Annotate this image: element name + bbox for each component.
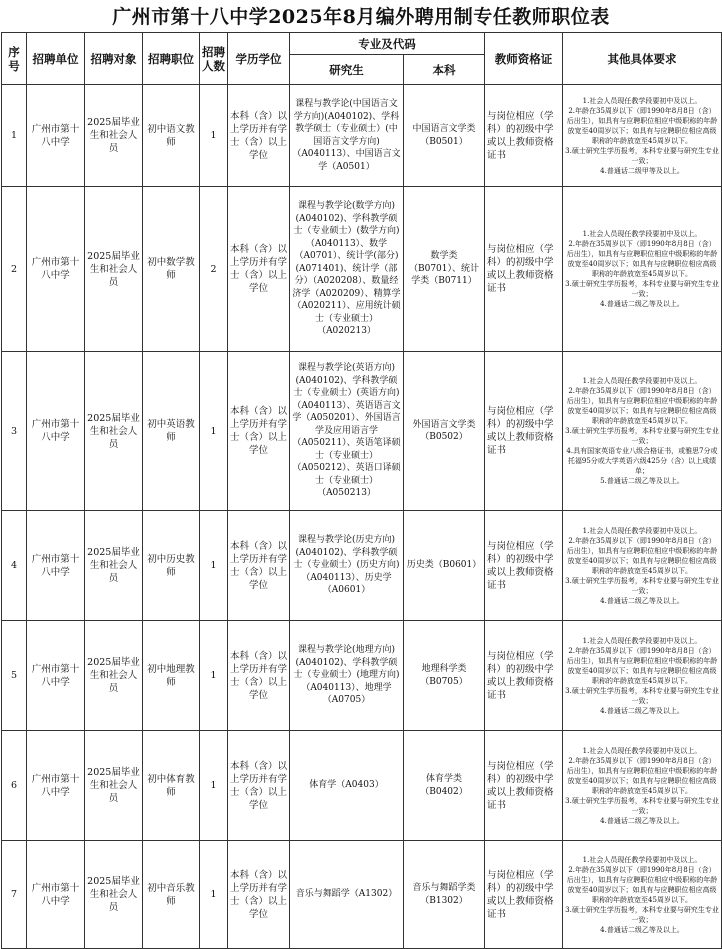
- row-seq: 6: [2, 731, 27, 841]
- requirement-line: 4.普通话二级甲等及以上。: [600, 166, 684, 175]
- row-qualification: 与岗位相应（学科）的初级中学或以上教师资格证书: [485, 187, 563, 352]
- row-target: 2025届毕业生和社会人员: [85, 352, 143, 511]
- requirement-line: 2.年龄在35周岁以下（即1990年8月8日（含）后出生），如具有与应聘职位相应中级职称的年龄放宽至40周岁以下；如具有与应聘职位相应高级职称的年龄放宽至45周岁以下。: [566, 756, 718, 795]
- row-grad-major: 课程与教学论(地理方向)(A040102)、学科教学硕士（专业硕士）(地理方向)（A040113）、地理学（A0705）: [290, 621, 404, 731]
- requirement-line: 3.硕士研究生学历报考，本科专业要与研究生专业一致；: [565, 905, 719, 924]
- table-row: [2, 187, 722, 352]
- row-grad-major: 课程与教学论(英语方向)(A040102)、学科教学硕士（专业硕士）(英语方向)（A040113）、英语语言文学（A050201）、外国语言学及应用语言学（A050211）、英语笔译硕士（专业硕士）（A050212）、英语口译硕士（专业硕士）（A050213）: [290, 352, 404, 511]
- row-unit: 广州市第十八中学: [27, 841, 85, 949]
- row-count: 1: [200, 352, 228, 511]
- row-position: 初中地理教师: [143, 621, 200, 731]
- row-seq: 7: [2, 841, 27, 949]
- row-requirements: [563, 187, 722, 352]
- row-position: 初中英语教师: [143, 352, 200, 511]
- header-undergrad: 本科: [404, 55, 485, 85]
- row-grad-major: 课程与教学论(中国语言文学方向)(A040102)、学科教学硕士（专业硕士）(中国语言文学方向)（A040113）、中国语言文学（A0501）: [290, 85, 404, 187]
- row-grad-major: 音乐与舞蹈学（A1302）: [290, 841, 404, 949]
- page-title: 广州市第十八中学2025年8月编外聘用制专任教师职位表: [112, 6, 610, 28]
- requirement-line: 4.普通话二级乙等及以上。: [600, 300, 684, 308]
- requirement-line: 1.社会人员现任教学段要初中及以上。: [582, 96, 702, 105]
- row-qualification: 与岗位相应（学科）的初级中学或以上教师资格证书: [485, 352, 563, 511]
- requirement-line: 1.社会人员现任教学段要初中及以上。: [582, 636, 702, 645]
- row-position: 初中音乐教师: [143, 841, 200, 949]
- row-grad-major: 课程与教学论(历史方向)(A040102)、学科教学硕士（专业硕士）(历史方向)（A040113）、历史学（A0601）: [290, 511, 404, 621]
- row-undergrad-major: 地理科学类（B0705）: [404, 621, 485, 731]
- requirement-line: 2.年龄在35周岁以下（即1990年8月8日（含）后出生），如具有与应聘职位相应中级职称的年龄放宽至40周岁以下；如具有与应聘职位相应高级职称的年龄放宽至45周岁以下。: [566, 536, 718, 575]
- requirement-line: 3.硕士研究生学历报考，本科专业要与研究生专业一致；: [565, 146, 719, 165]
- row-undergrad-major: 数学类（B0701）、统计学类（B0711）: [404, 187, 485, 352]
- row-target: 2025届毕业生和社会人员: [85, 85, 143, 187]
- row-requirements: [563, 511, 722, 621]
- requirement-line: 2.年龄在35周岁以下（即1990年8月8日（含）后出生），如具有与应聘职位相应中级职称的年龄放宽至40周岁以下；如具有与应聘职位相应高级职称的年龄放宽至45周岁以下。: [566, 387, 718, 425]
- requirement-line: 1.社会人员现任教学段要初中及以上。: [582, 230, 702, 238]
- row-unit: 广州市第十八中学: [27, 621, 85, 731]
- row-unit: 广州市第十八中学: [27, 511, 85, 621]
- requirement-line: 2.年龄在35周岁以下（即1990年8月8日（含）后出生），如具有与应聘职位相应中级职称的年龄放宽至40周岁以下；如具有与应聘职位相应高级职称的年龄放宽至45周岁以下。: [566, 865, 718, 904]
- table-row: [2, 511, 722, 621]
- row-unit: 广州市第十八中学: [27, 85, 85, 187]
- table-row: [2, 841, 722, 949]
- row-target: 2025届毕业生和社会人员: [85, 187, 143, 352]
- row-education: 本科（含）以上学历并有学士（含）以上学位: [228, 187, 290, 352]
- row-undergrad-major: 中国语言文学类（B0501）: [404, 85, 485, 187]
- table-row: [2, 85, 722, 187]
- row-seq: 3: [2, 352, 27, 511]
- row-seq: 2: [2, 187, 27, 352]
- row-education: 本科（含）以上学历并有学士（含）以上学位: [228, 85, 290, 187]
- header-education: 学历学位: [228, 33, 290, 85]
- header-qualification: 教师资格证: [485, 33, 563, 85]
- row-seq: 1: [2, 85, 27, 187]
- requirement-line: 3.硕士研究生学历报考，本科专业要与研究生专业一致；: [565, 796, 719, 815]
- requirement-line: 4.普通话二级乙等及以上。: [600, 816, 684, 825]
- requirement-line: 2.年龄在35周岁以下（即1990年8月8日（含）后出生），如具有与应聘职位相应中级职称的年龄放宽至40周岁以下；如具有与应聘职位相应高级职称的年龄放宽至45周岁以下。: [566, 646, 718, 685]
- row-count: 1: [200, 621, 228, 731]
- header-count: 招聘人数: [200, 33, 228, 85]
- row-education: 本科（含）以上学历并有学士（含）以上学位: [228, 352, 290, 511]
- row-requirements: [563, 731, 722, 841]
- requirement-line: 4.普通话二级乙等及以上。: [600, 596, 684, 605]
- row-count: 1: [200, 841, 228, 949]
- requirement-line: 1.社会人员现任教学段要初中及以上。: [582, 746, 702, 755]
- row-position: 初中体育教师: [143, 731, 200, 841]
- requirement-line: 4.普通话二级乙等及以上。: [600, 706, 684, 715]
- row-position: 初中语文教师: [143, 85, 200, 187]
- row-requirements: [563, 352, 722, 511]
- header-other: 其他具体要求: [563, 33, 722, 85]
- row-undergrad-major: 音乐与舞蹈学类（B1302）: [404, 841, 485, 949]
- row-position: 初中历史教师: [143, 511, 200, 621]
- row-qualification: 与岗位相应（学科）的初级中学或以上教师资格证书: [485, 511, 563, 621]
- row-seq: 5: [2, 621, 27, 731]
- table-body: [2, 85, 722, 949]
- requirement-line: 2.年龄在35周岁以下（即1990年8月8日（含）后出生），如具有与应聘职位相应中级职称的年龄放宽至40周岁以下；如具有与应聘职位相应高级职称的年龄放宽至45周岁以下。: [566, 106, 718, 145]
- requirement-line: 1.社会人员现任教学段要初中及以上。: [582, 855, 702, 864]
- row-target: 2025届毕业生和社会人员: [85, 511, 143, 621]
- row-unit: 广州市第十八中学: [27, 352, 85, 511]
- row-count: 1: [200, 731, 228, 841]
- row-seq: 4: [2, 511, 27, 621]
- row-count: 1: [200, 85, 228, 187]
- requirement-line: 4.普通话二级乙等及以上。: [600, 925, 684, 934]
- row-grad-major: 体育学（A0403）: [290, 731, 404, 841]
- requirement-line: 2.年龄在35周岁以下（即1990年8月8日（含）后出生），如具有与应聘职位相应中级职称的年龄放宽至40周岁以下；如具有与应聘职位相应高级职称的年龄放宽至45周岁以下。: [566, 240, 718, 278]
- row-target: 2025届毕业生和社会人员: [85, 621, 143, 731]
- table-row: [2, 731, 722, 841]
- row-target: 2025届毕业生和社会人员: [85, 731, 143, 841]
- row-education: 本科（含）以上学历并有学士（含）以上学位: [228, 621, 290, 731]
- row-requirements: [563, 85, 722, 187]
- header-position: 招聘职位: [143, 33, 200, 85]
- requirement-line: 3.硕士研究生学历报考，本科专业要与研究生专业一致；: [565, 576, 719, 595]
- requirement-line: 3.硕士研究生学历报考，本科专业要与研究生专业一致；: [565, 280, 719, 298]
- row-education: 本科（含）以上学历并有学士（含）以上学位: [228, 731, 290, 841]
- row-target: 2025届毕业生和社会人员: [85, 841, 143, 949]
- row-education: 本科（含）以上学历并有学士（含）以上学位: [228, 841, 290, 949]
- row-undergrad-major: 体育学类（B0402）: [404, 731, 485, 841]
- row-position: 初中数学教师: [143, 187, 200, 352]
- row-qualification: 与岗位相应（学科）的初级中学或以上教师资格证书: [485, 731, 563, 841]
- row-grad-major: 课程与教学论(数学方向)(A040102)、学科教学硕士（专业硕士）(数学方向)（A040113）、数学（A0701）、统计学(部分)(A071401)、统计学（部分）（A020208）、数量经济学（A020209）、精算学（A020211）、应用统计硕士（专业硕士）（A020213）: [290, 187, 404, 352]
- header-seq: 序号: [2, 33, 27, 85]
- requirement-line: 1.社会人员现任教学段要初中及以上。: [582, 377, 702, 385]
- requirement-line: 1.社会人员现任教学段要初中及以上。: [582, 526, 702, 535]
- header-unit: 招聘单位: [27, 33, 85, 85]
- table-row: [2, 621, 722, 731]
- row-count: 1: [200, 511, 228, 621]
- row-count: 2: [200, 187, 228, 352]
- row-requirements: [563, 841, 722, 949]
- positions-table: [1, 32, 722, 949]
- header-target: 招聘对象: [85, 33, 143, 85]
- row-unit: 广州市第十八中学: [27, 731, 85, 841]
- requirement-line: 3.硕士研究生学历报考，本科专业要与研究生专业一致；: [565, 427, 719, 445]
- row-unit: 广州市第十八中学: [27, 187, 85, 352]
- row-qualification: 与岗位相应（学科）的初级中学或以上教师资格证书: [485, 85, 563, 187]
- row-education: 本科（含）以上学历并有学士（含）以上学位: [228, 511, 290, 621]
- table-row: [2, 352, 722, 511]
- requirement-line: 5.普通话二级乙等及以上。: [600, 477, 684, 485]
- requirement-line: 4.具有国家英语专业八级合格证书，或雅思7分或托福95分或大学英语六级425分（含）以上成绩单；: [566, 447, 718, 475]
- header-grad: 研究生: [290, 55, 404, 85]
- header-major-group: 专业及代码: [290, 33, 485, 55]
- row-qualification: 与岗位相应（学科）的初级中学或以上教师资格证书: [485, 841, 563, 949]
- requirement-line: 3.硕士研究生学历报考，本科专业要与研究生专业一致；: [565, 686, 719, 705]
- row-undergrad-major: 外国语言文学类（B0502）: [404, 352, 485, 511]
- row-undergrad-major: 历史类（B0601）: [404, 511, 485, 621]
- row-requirements: [563, 621, 722, 731]
- row-qualification: 与岗位相应（学科）的初级中学或以上教师资格证书: [485, 621, 563, 731]
